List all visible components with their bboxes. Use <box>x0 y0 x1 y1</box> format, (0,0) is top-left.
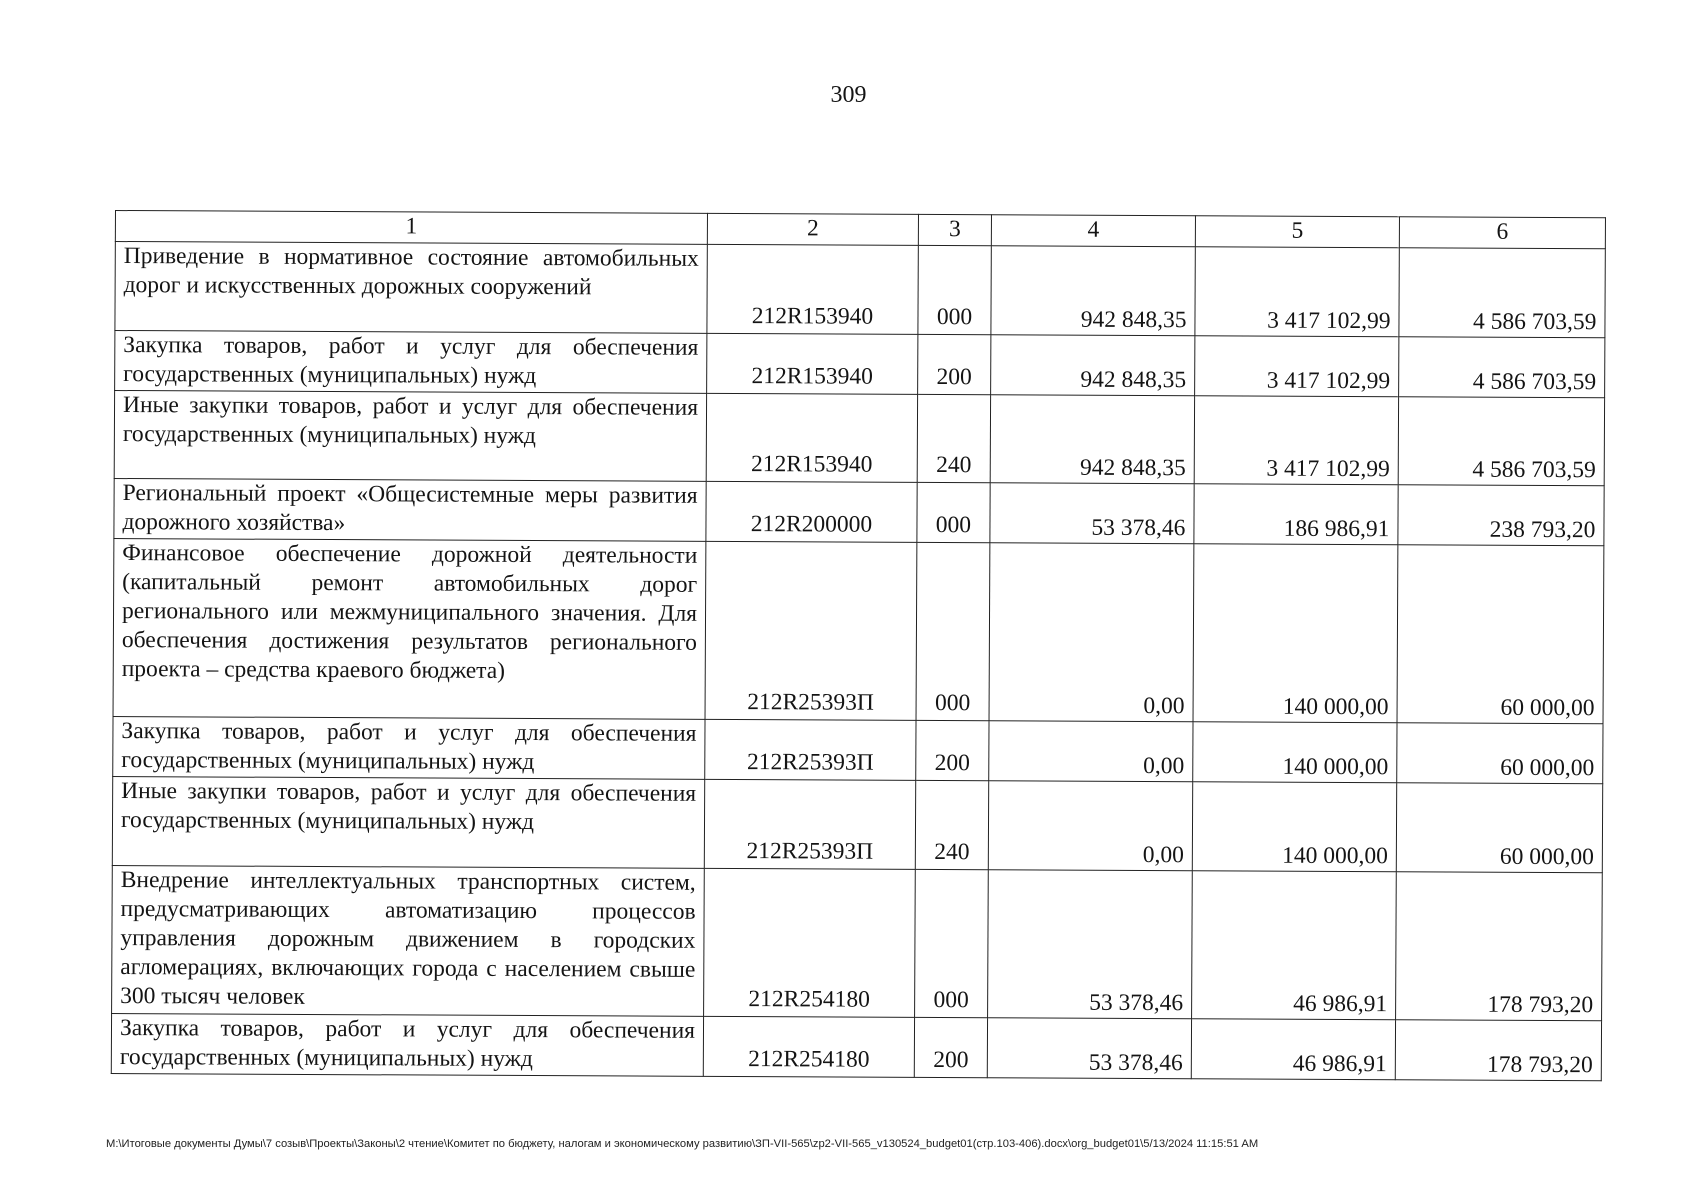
page-number: 309 <box>830 82 867 108</box>
row-type: 000 <box>915 869 989 1017</box>
row-amount-3: 60 000,00 <box>1396 783 1602 873</box>
table-row <box>113 716 1603 783</box>
row-amount-1: 53 378,46 <box>990 483 1194 544</box>
row-amount-3: 4 586 703,59 <box>1399 337 1605 398</box>
row-amount-1: 0,00 <box>988 781 1192 871</box>
row-amount-2: 3 417 102,99 <box>1195 336 1399 397</box>
row-amount-2: 3 417 102,99 <box>1195 247 1399 337</box>
column-header: 1 <box>115 211 707 245</box>
row-amount-2: 46 986,91 <box>1192 871 1397 1020</box>
column-header: 2 <box>707 213 918 245</box>
row-amount-2: 186 986,91 <box>1194 484 1398 545</box>
row-name: Региональный проект «Общесистемные меры развития дорожного хозяйства» <box>114 478 706 541</box>
row-amount-3: 60 000,00 <box>1397 723 1603 784</box>
row-type: 000 <box>916 542 990 720</box>
row-name: Закупка товаров, работ и услуг для обеспечения государственных (муниципальных) нужд <box>111 1013 703 1076</box>
row-type: 240 <box>915 780 988 869</box>
row-amount-1: 53 378,46 <box>987 1018 1191 1079</box>
row-name: Финансовое обеспечение дорожной деятельности (капитальный ремонт автомобильных дорог регионального или межмуниципального значения. Для обеспечения достижения результатов регионального проекта – средства краевого бюджета) <box>113 538 706 719</box>
table-row <box>115 331 1605 398</box>
row-name: Иные закупки товаров, работ и услуг для обеспечения государственных (муниципальных) нужд <box>112 776 704 868</box>
table-row <box>112 776 1602 872</box>
row-amount-2: 140 000,00 <box>1192 782 1396 872</box>
row-amount-1: 53 378,46 <box>988 870 1193 1019</box>
table-row <box>114 391 1604 486</box>
row-amount-1: 942 848,35 <box>990 395 1194 484</box>
row-name: Закупка товаров, работ и услуг для обеспечения государственных (муниципальных) нужд <box>115 331 707 394</box>
row-amount-1: 942 848,35 <box>991 246 1195 336</box>
row-amount-2: 46 986,91 <box>1191 1019 1395 1080</box>
row-name: Иные закупки товаров, работ и услуг для обеспечения государственных (муниципальных) нужд <box>114 391 706 482</box>
row-type: 240 <box>917 394 990 482</box>
row-type: 000 <box>917 482 990 542</box>
row-type: 200 <box>918 334 991 394</box>
row-name: Закупка товаров, работ и услуг для обеспечения государственных (муниципальных) нужд <box>113 716 705 779</box>
row-amount-3: 178 793,20 <box>1396 872 1603 1021</box>
row-amount-3: 60 000,00 <box>1397 545 1604 724</box>
row-name: Внедрение интеллектуальных транспортных систем, предусматривающих автоматизацию процессов управления дорожным движением в городских агломерациях, включающих города с населением свыше 300 тысяч человек <box>112 865 705 1016</box>
row-code: 212R153940 <box>706 393 917 482</box>
row-code: 212R25393П <box>705 719 916 780</box>
table-row <box>114 478 1604 545</box>
column-header: 4 <box>991 215 1195 247</box>
row-amount-2: 140 000,00 <box>1193 722 1397 783</box>
row-code: 212R200000 <box>706 481 917 542</box>
table-row <box>115 242 1605 338</box>
column-header: 5 <box>1195 216 1399 248</box>
table-row <box>113 538 1604 723</box>
row-amount-1: 0,00 <box>989 543 1194 722</box>
table-row <box>112 865 1603 1020</box>
row-code: 212R25393П <box>704 779 915 869</box>
row-type: 200 <box>914 1017 987 1077</box>
row-code: 212R153940 <box>707 333 918 394</box>
footer-file-path: M:\Итоговые документы Думы\7 созыв\Проекты\Законы\2 чтение\Комитет по бюджету, налогам и экономическому развитию\ЗП-VII-565\zp2-VII-565_v130524_budget01(стр.103-406).docx\org_budget01\5/13/2024 11:15:51 AM <box>106 1138 1259 1150</box>
column-header: 3 <box>918 214 991 245</box>
row-code: 212R254180 <box>704 868 916 1017</box>
table-row <box>111 1013 1601 1080</box>
row-amount-2: 140 000,00 <box>1193 544 1398 723</box>
row-code: 212R25393П <box>705 541 917 720</box>
row-amount-1: 942 848,35 <box>991 335 1195 396</box>
budget-table <box>111 210 1606 1081</box>
row-type: 000 <box>918 245 991 334</box>
column-header: 6 <box>1399 217 1605 249</box>
row-amount-1: 0,00 <box>989 721 1193 782</box>
row-name: Приведение в нормативное состояние автомобильных дорог и искусственных дорожных сооружений <box>115 242 707 334</box>
row-amount-3: 4 586 703,59 <box>1399 248 1605 338</box>
row-amount-3: 178 793,20 <box>1395 1020 1601 1081</box>
row-amount-2: 3 417 102,99 <box>1194 396 1398 485</box>
row-code: 212R153940 <box>707 244 918 334</box>
row-type: 200 <box>916 720 989 780</box>
row-amount-3: 4 586 703,59 <box>1398 397 1604 486</box>
row-code: 212R254180 <box>703 1016 914 1077</box>
row-amount-3: 238 793,20 <box>1398 485 1604 546</box>
